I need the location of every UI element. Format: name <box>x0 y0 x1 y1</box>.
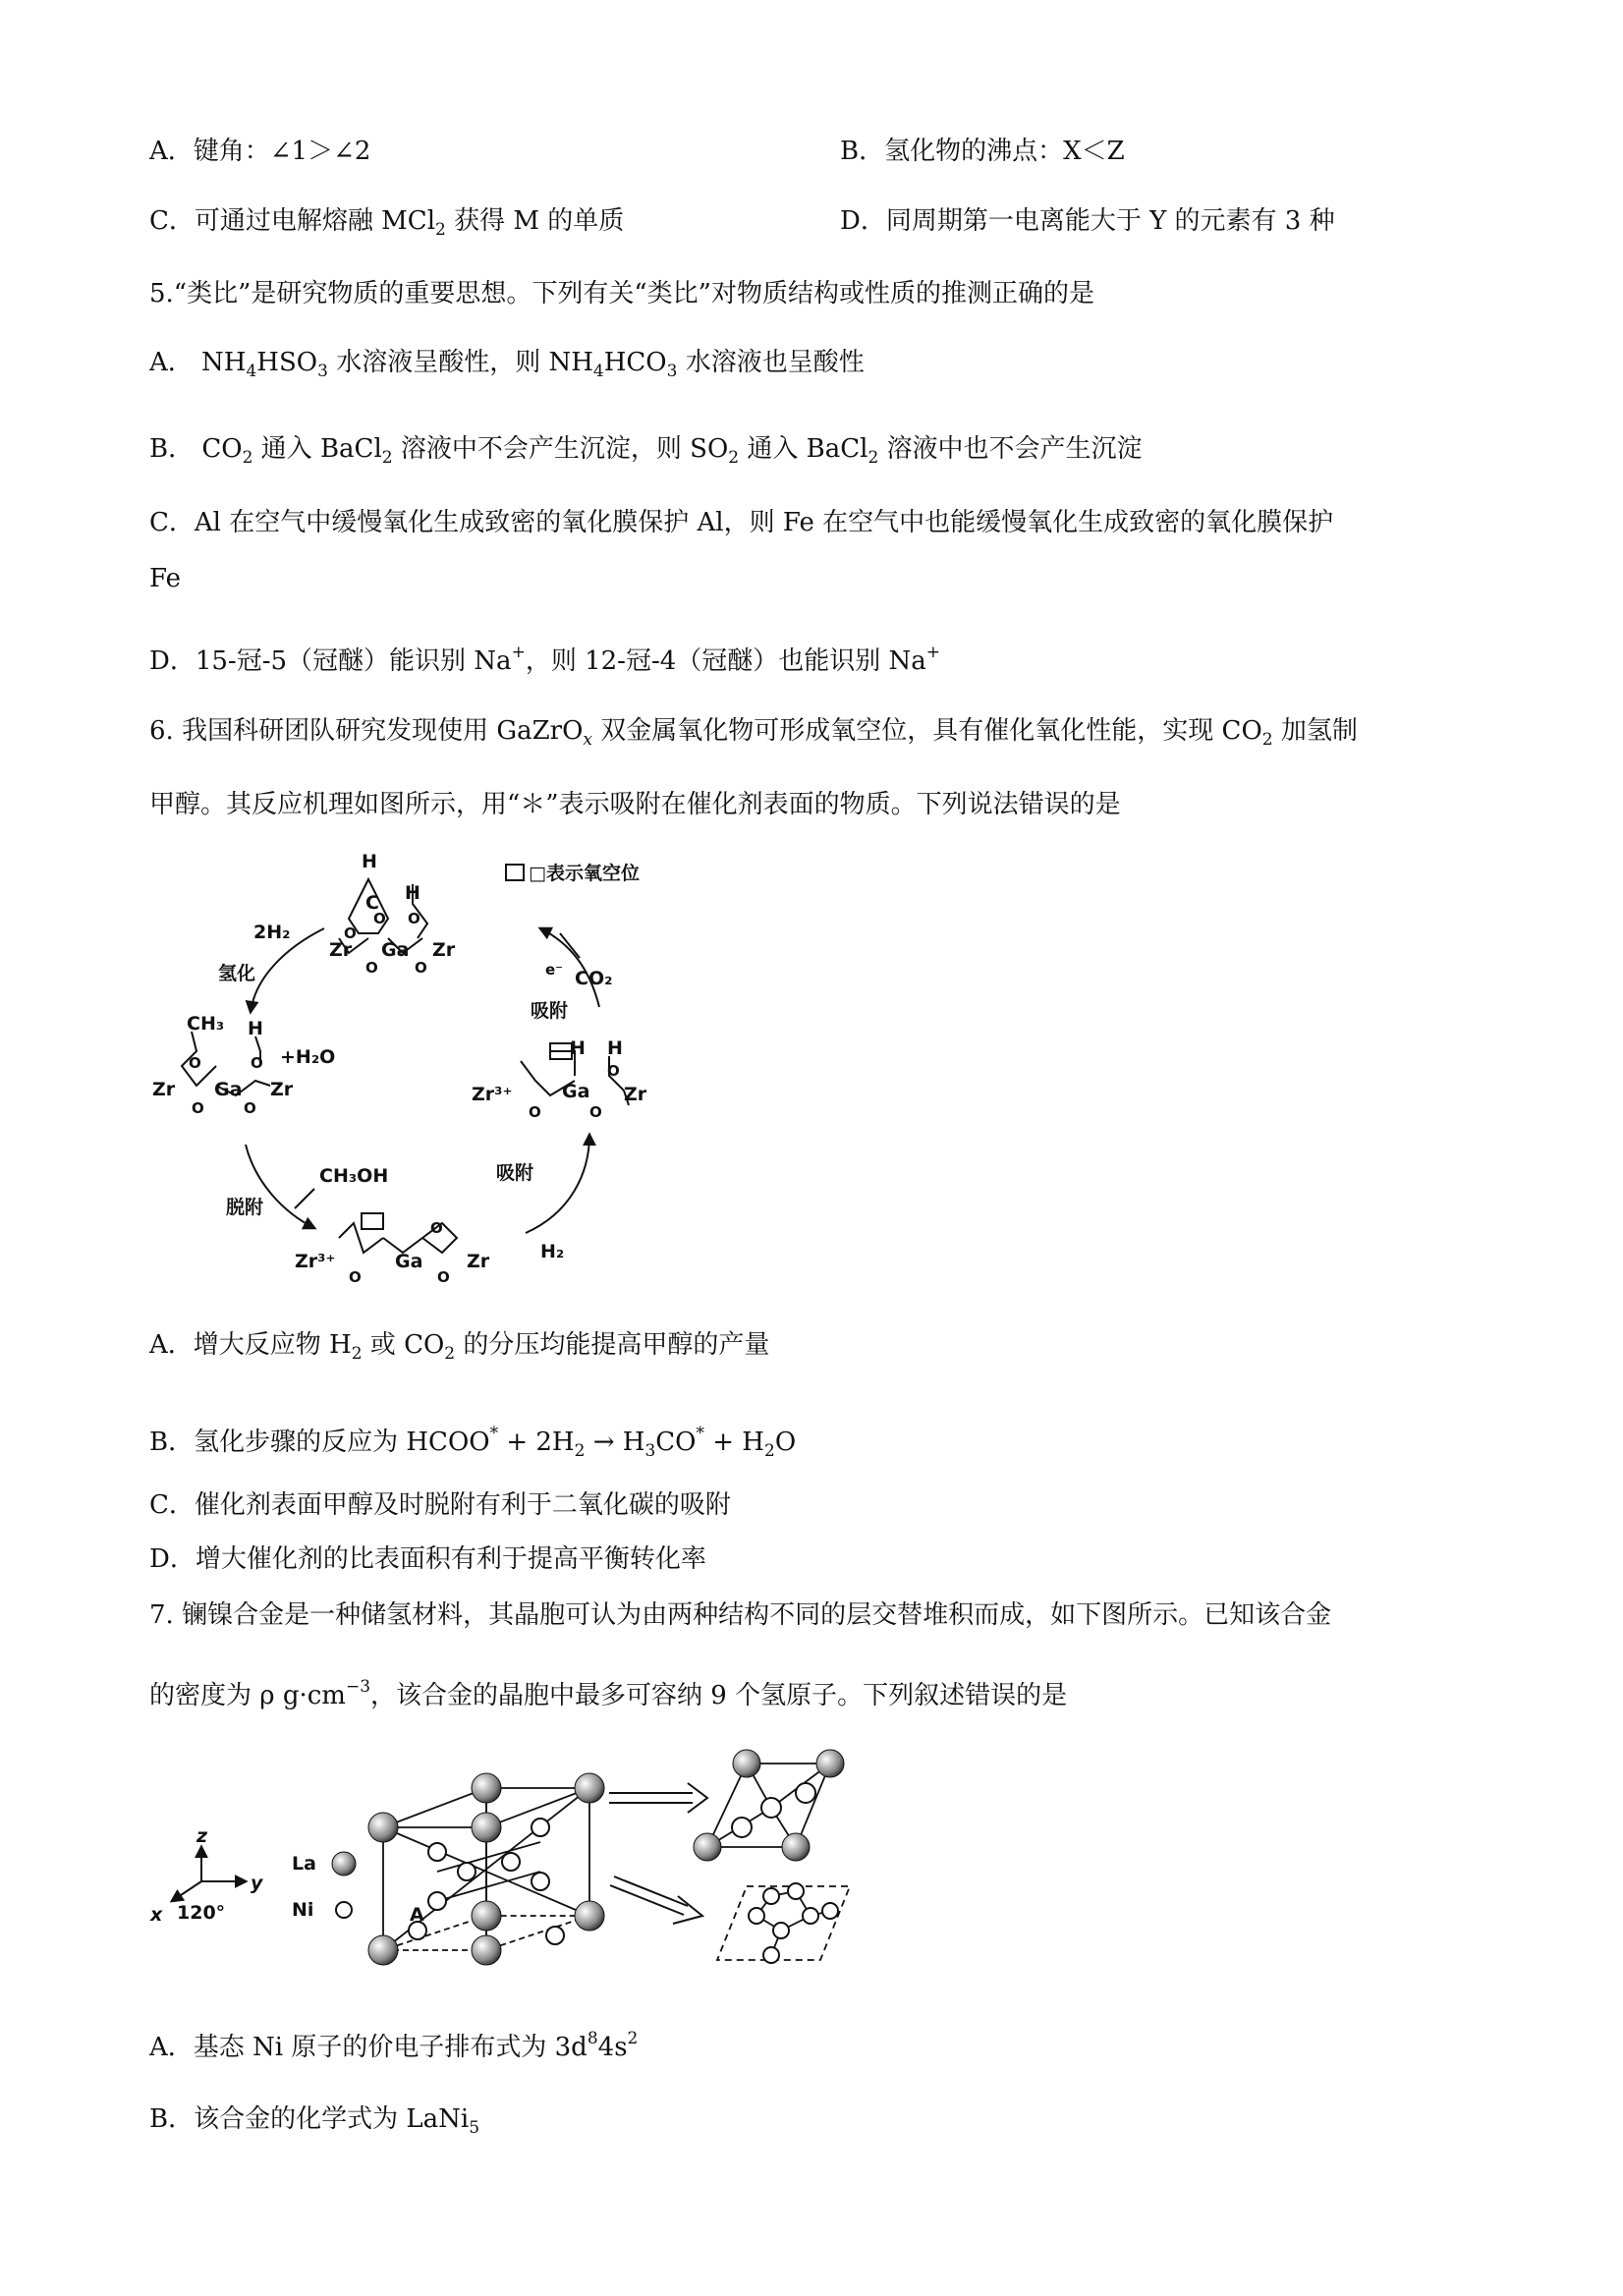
svg-text:吸附: 吸附 <box>531 1000 569 1022</box>
svg-text:O: O <box>437 1268 450 1286</box>
q6-stem-line1: 6. 我国科研团队研究发现使用 GaZrO$_x$ 双金属氧化物可形成氧空位，具有催化氧化性能，实现 $CO_2$ 加氢制 <box>149 716 1358 750</box>
q6-mechanism-figure <box>138 840 707 1292</box>
svg-text:O: O <box>430 1219 443 1237</box>
svg-text:O: O <box>408 910 420 927</box>
q5-option-d: D．15-冠-5（冠醚）能识别 Na+，则 12-冠-4（冠醚）也能识别 Na+ <box>149 643 941 676</box>
svg-text:Zr: Zr <box>432 939 456 961</box>
q6-option-c: C．催化剂表面甲醇及时脱附有利于二氧化碳的吸附 <box>149 1490 731 1520</box>
q7-stem-line1: 7. 镧镍合金是一种储氢材料，其晶胞可认为由两种结构不同的层交替堆积而成，如下图所示。已知该合金 <box>149 1600 1332 1630</box>
svg-text:氢化: 氢化 <box>218 963 256 984</box>
svg-text:O: O <box>589 1103 602 1121</box>
svg-text:O: O <box>349 1268 362 1286</box>
q6-option-d: D．增大催化剂的比表面积有利于提高平衡转化率 <box>149 1544 706 1574</box>
q6-stem-line2: 甲醇。其反应机理如图所示，用“＊”表示吸附在催化剂表面的物质。下列说法错误的是 <box>149 790 1121 819</box>
svg-text:H₂: H₂ <box>540 1241 565 1262</box>
q4-option-b: B．氢化物的沸点：X＜Z <box>840 137 1125 166</box>
svg-text:O: O <box>607 1062 620 1080</box>
legend-ni: Ni <box>292 1899 314 1921</box>
svg-text:Zr³⁺: Zr³⁺ <box>472 1084 513 1105</box>
svg-text:O: O <box>251 1054 263 1072</box>
q5-option-a: A． $NH_4HSO_3$ 水溶液呈酸性，则 $NH_4HCO_3$ 水溶液也呈酸性 <box>149 348 865 381</box>
svg-text:CH₃: CH₃ <box>187 1013 225 1035</box>
q5-option-c-line1: C．Al 在空气中缓慢氧化生成致密的氧化膜保护 Al，则 Fe 在空气中也能缓慢氧化生成致密的氧化膜保护 <box>149 508 1334 537</box>
svg-text:e⁻: e⁻ <box>545 961 564 979</box>
svg-text:O: O <box>373 910 386 927</box>
axis-angle-label: 120° <box>177 1902 226 1924</box>
axes <box>172 1847 246 1901</box>
svg-text:Zr: Zr <box>329 939 353 961</box>
q7-option-a: A．基态 Ni 原子的价电子排布式为 $3d^84s^2$ <box>149 2029 639 2062</box>
q4-option-d: D．同周期第一电离能大于 Y 的元素有 3 种 <box>840 206 1335 236</box>
q7-stem-line2: 的密度为 ρ $g\cdot cm^{-3}$，该合金的晶胞中最多可容纳 9 个氢原子。下列叙述错误的是 <box>149 1677 1068 1710</box>
vacancy-legend-square <box>506 865 524 880</box>
q7-option-b: B．该合金的化学式为 LaNi$_5$ <box>149 2104 480 2138</box>
ni-layer-view <box>717 1883 850 1963</box>
q4-option-c: C．可通过电解熔融 MCl$_2$ 获得 M 的单质 <box>149 206 625 240</box>
svg-text:O: O <box>189 1054 201 1072</box>
vacancy-square-bottom <box>362 1213 383 1229</box>
axis-y-label: y <box>251 1873 263 1894</box>
svg-text:Zr³⁺: Zr³⁺ <box>295 1251 336 1272</box>
svg-text:Zr: Zr <box>152 1079 176 1100</box>
svg-text:脱附: 脱附 <box>226 1197 264 1218</box>
legend-text: □表示氧空位 <box>529 863 640 884</box>
q7-crystal-figure <box>142 1734 869 1985</box>
q6-option-b: B．氢化步骤的反应为 HCOO* + $2H_2 \to H_3CO^* + H_2O$ <box>149 1424 797 1461</box>
svg-text:Ga: Ga <box>395 1251 423 1272</box>
svg-text:H: H <box>362 851 377 872</box>
svg-text:O: O <box>365 959 378 977</box>
svg-text:2H₂: 2H₂ <box>253 922 291 943</box>
svg-text:H: H <box>405 882 420 904</box>
svg-text:Ga: Ga <box>562 1081 590 1102</box>
arrow-adsorb-h2 <box>526 1135 589 1233</box>
svg-text:Ga: Ga <box>214 1079 243 1100</box>
svg-text:C: C <box>365 892 379 914</box>
svg-text:H: H <box>607 1037 623 1059</box>
svg-text:O: O <box>244 1099 256 1117</box>
la-layer-view <box>694 1750 844 1861</box>
svg-text:O: O <box>415 959 427 977</box>
svg-text:Ga: Ga <box>381 939 410 961</box>
axis-x-label: x <box>150 1904 163 1926</box>
legend-la: La <box>292 1853 316 1875</box>
q5-option-c-line2: Fe <box>149 564 182 593</box>
legend-la-ball <box>332 1852 356 1876</box>
layer-arrows <box>609 1783 707 1924</box>
svg-text:吸附: 吸附 <box>496 1162 534 1184</box>
svg-text:+H₂O: +H₂O <box>280 1046 336 1068</box>
svg-text:CO₂: CO₂ <box>575 968 613 989</box>
svg-text:H: H <box>570 1037 586 1059</box>
q5-stem: 5.“类比”是研究物质的重要思想。下列有关“类比”对物质结构或性质的推测正确的是 <box>149 279 1094 308</box>
q4-option-a: A．键角：∠1＞∠2 <box>149 137 371 166</box>
svg-text:Zr: Zr <box>624 1084 647 1105</box>
svg-text:Zr: Zr <box>467 1251 490 1272</box>
q6-option-a: A．增大反应物 $H_2$ 或 $CO_2$ 的分压均能提高甲醇的产量 <box>149 1330 770 1364</box>
svg-text:CH₃OH: CH₃OH <box>319 1165 389 1187</box>
point-a-label: A <box>410 1904 424 1926</box>
svg-text:O: O <box>344 924 357 942</box>
axis-z-label: z <box>196 1825 208 1847</box>
svg-text:Zr: Zr <box>270 1079 294 1100</box>
legend-ni-ball <box>336 1902 352 1918</box>
svg-text:H: H <box>248 1018 263 1039</box>
svg-text:O: O <box>192 1099 204 1117</box>
svg-text:O: O <box>529 1103 541 1121</box>
q5-option-b: B． $CO_2$ 通入 BaCl$_2$ 溶液中不会产生沉淀，则 $SO_2$ 通入 BaCl$_2$ 溶液中也不会产生沉淀 <box>149 434 1143 468</box>
